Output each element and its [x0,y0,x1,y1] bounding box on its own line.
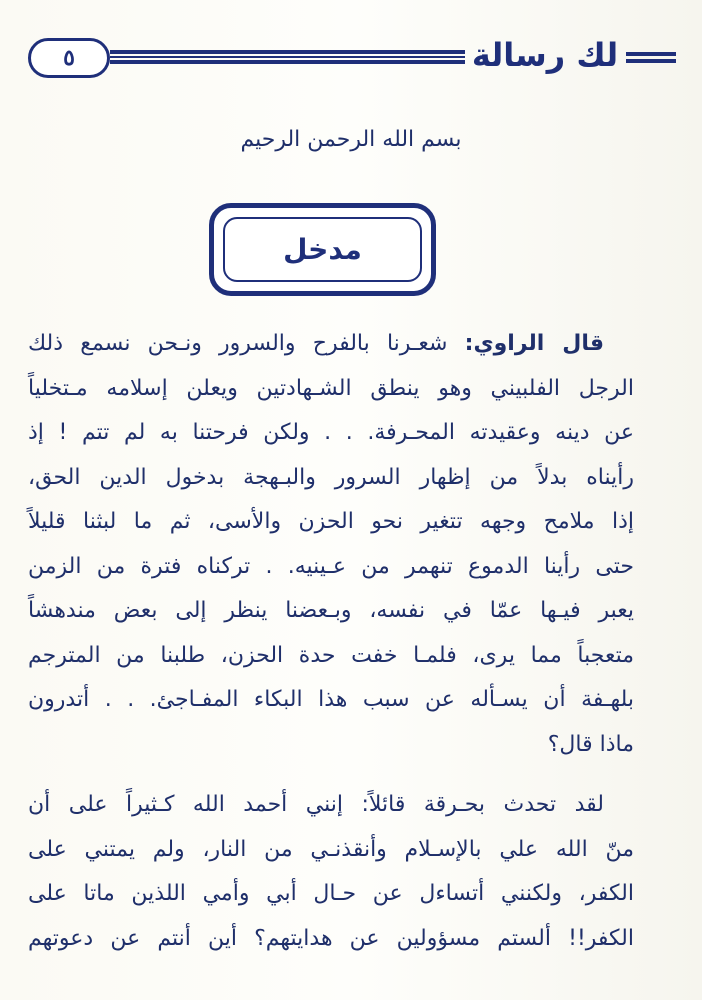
section-title: مدخل [283,233,362,266]
page-number-badge [28,38,110,78]
text-line: منّ الله علي بالإسـلام وأنقذنـي من النار، ولم يمتني على [28,836,634,862]
text-line: حتى رأينا الدموع تنهمر من عـينيه. . تركناه فترة من الزمن [28,553,634,579]
text-line: ماذا قال؟ [547,731,634,757]
section-title-inner-frame [223,217,422,282]
paragraph-2 [28,783,676,961]
body-text [28,322,676,961]
text-line: بلهـفة أن يسـأله عن سبب هذا البكاء المفـاجئ. . . أتدرون [28,687,634,712]
text-line-content: شعـرنا بالفرح والسرور ونـحن نسمع ذلك [28,331,448,356]
book-title: لك رسالة [471,36,619,74]
text-line: لقد تحدث بحـرقة قائلاً: إنني أحمد الله كـثيراً على أن [28,792,604,817]
basmala: بسم الله الرحمن الرحيم [240,127,462,152]
page-number: ٥ [63,45,75,71]
text-line: يعبر فيـها عمّا في نفسه، وبـعضنا ينظر إلى بعض مندهشاً [28,598,634,623]
text-line: متعجباً مما يرى، فلمـا خفت حدة الحزن، طلبنا من المترجم [28,642,634,668]
text-line: رأيناه بدلاً من إظهار السرور والبـهجة بدخول الدين الحق، [28,464,634,490]
speaker-label: قال الراوي: [464,331,604,356]
paragraph-1 [28,322,676,767]
page-header [18,28,684,88]
text-line: الكفر، ولكنني أتساءل عن حـال أبي وأمي اللذين ماتا على [28,881,634,906]
section-title-frame [209,203,436,296]
text-line: إذا ملامح وجهه تتغير نحو الحزن والأسى، ثم ما لبثنا قليلاً [28,509,634,534]
text-line: عن دينه وعقيدته المحـرفة. . . ولكن فرحتنا به لم تتم ! إذ [28,420,634,445]
text-line: الرجل الفلبيني وهو ينطق الشـهادتين ويعلن إسلامه مـتخلياً [28,375,634,401]
header-rule-left [110,50,465,64]
header-rule-right [626,50,676,64]
text-line [28,322,676,367]
text-line: الكفر!! ألستم مسؤولين عن هدايتهم؟ أين أنتم عن دعوتهم [28,925,634,951]
